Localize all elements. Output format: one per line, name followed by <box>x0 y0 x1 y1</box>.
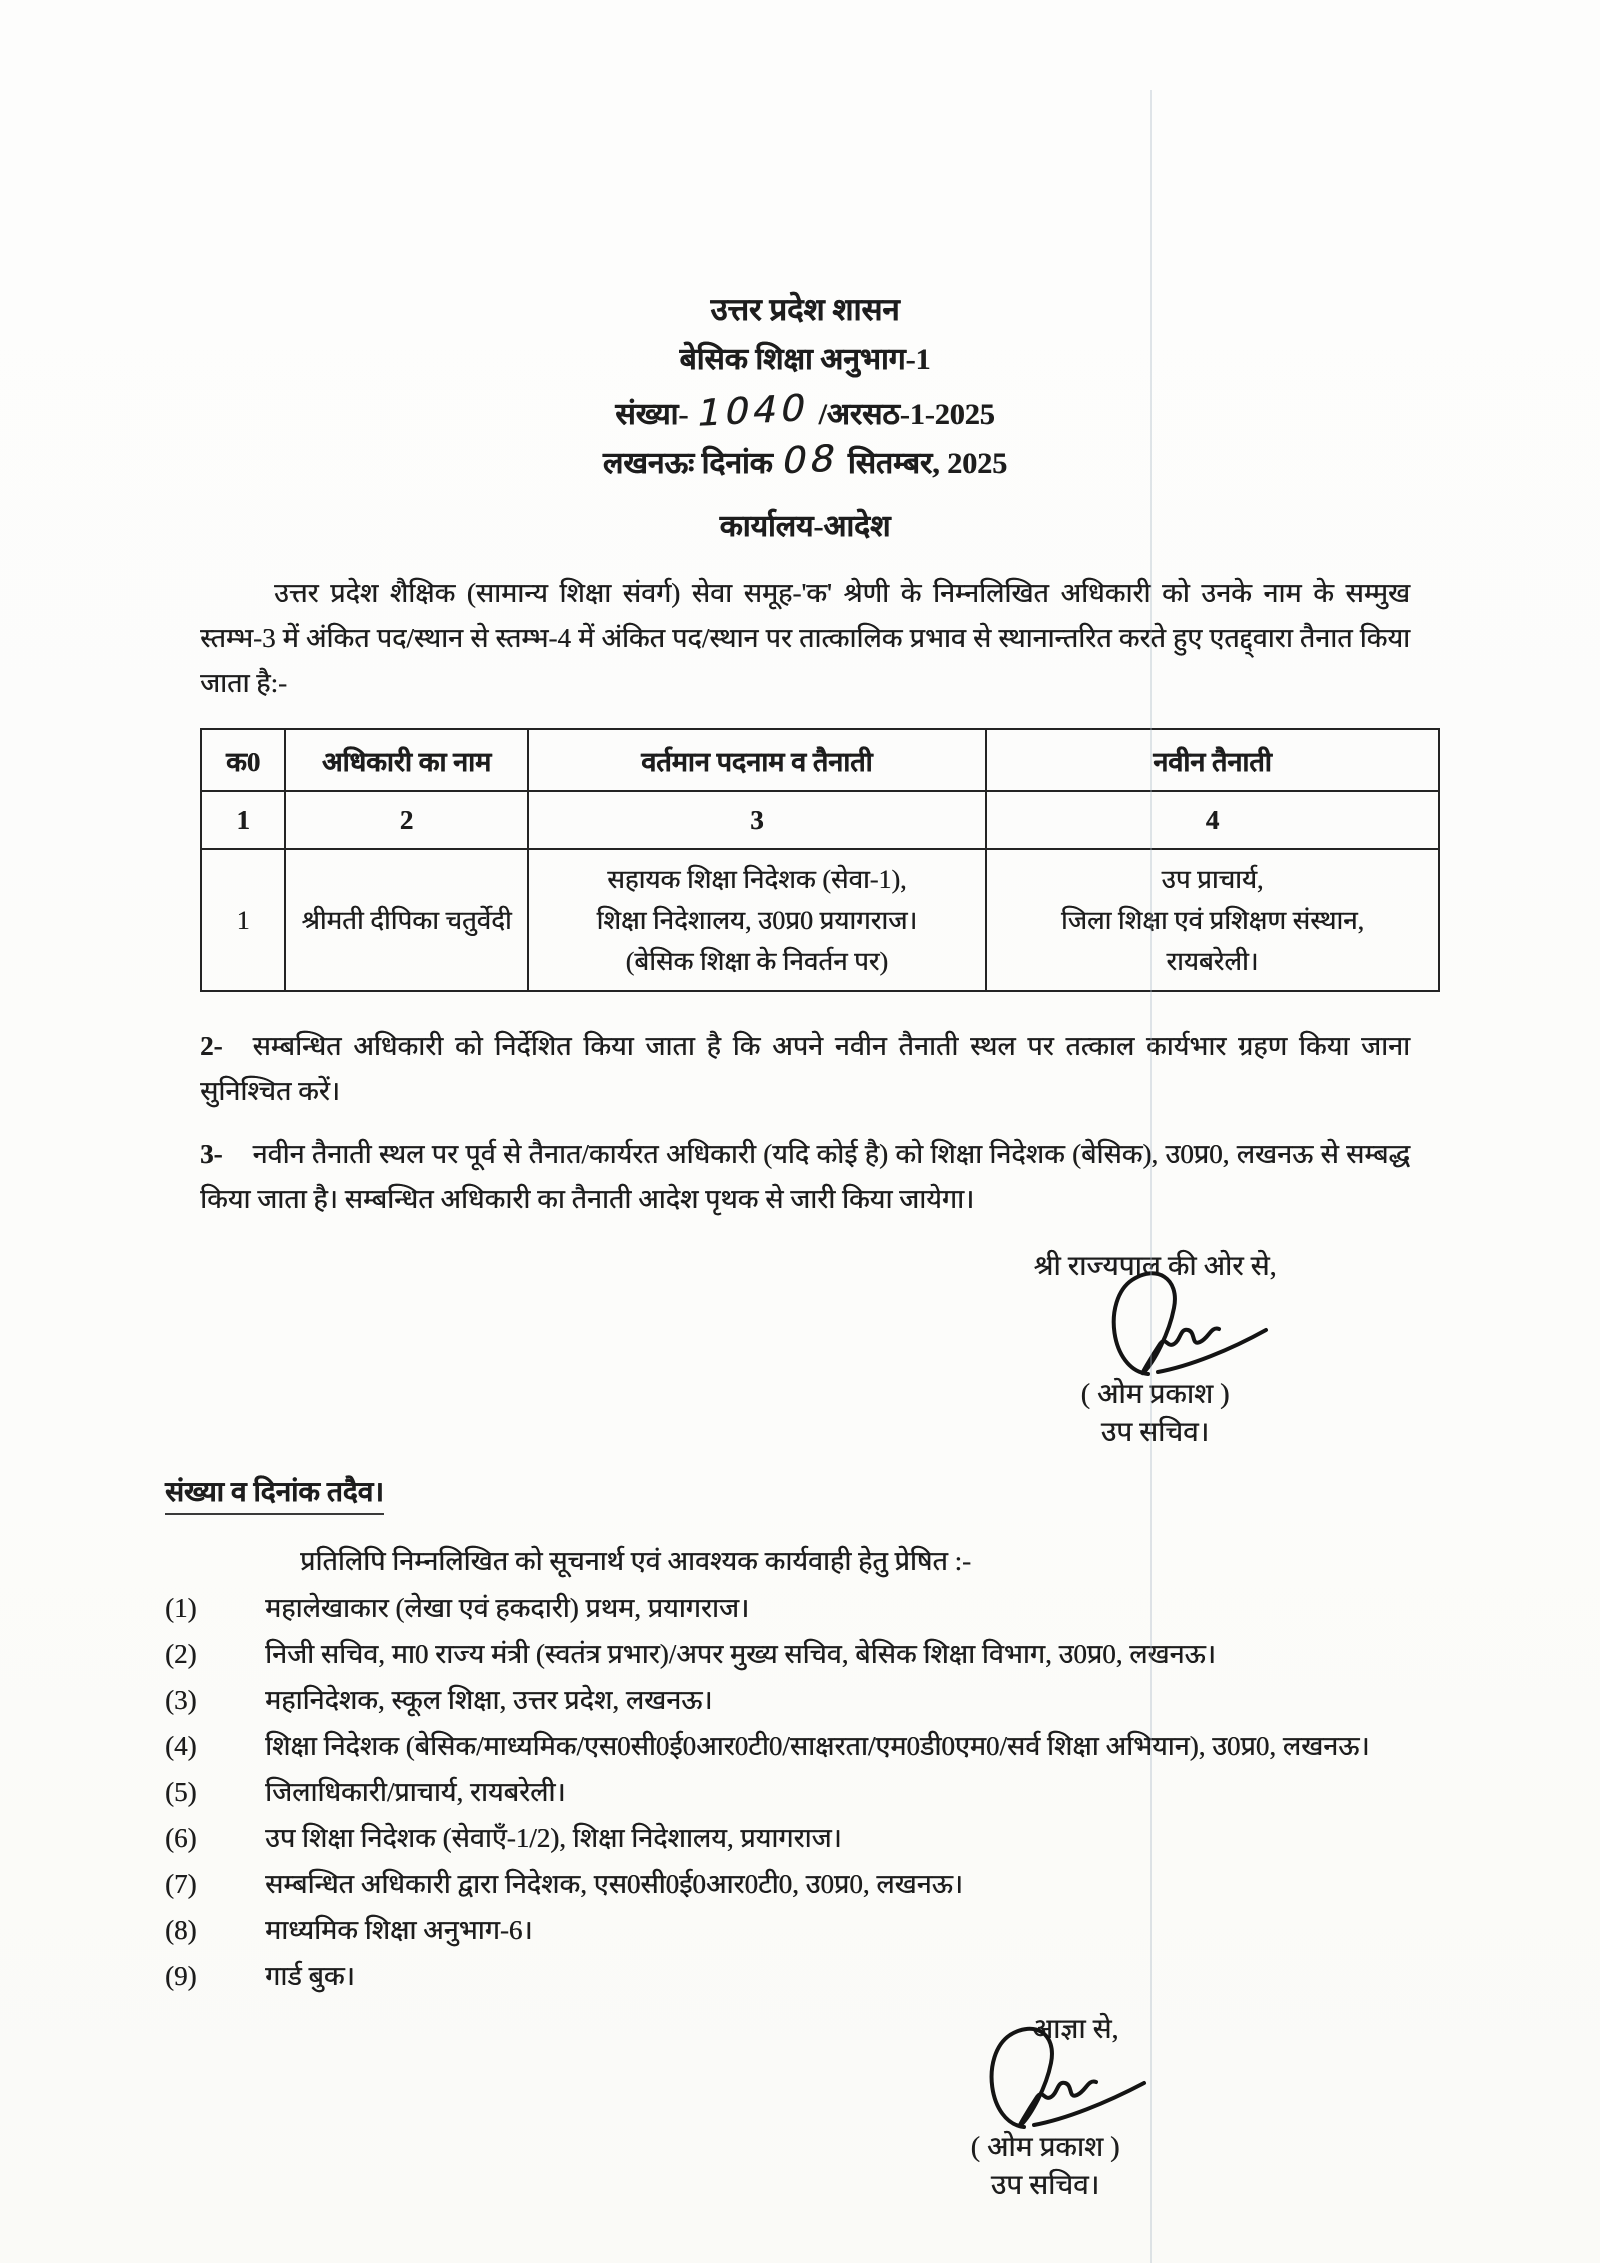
list-item-text: माध्यमिक शिक्षा अनुभाग-6। <box>265 1915 533 1945</box>
list-item-text: सम्बन्धित अधिकारी द्वारा निदेशक, एस0सी0ई0आर0टी0, उ0प्र0, लखनऊ। <box>265 1869 964 1899</box>
list-item-text: महानिदेशक, स्कूल शिक्षा, उत्तर प्रदेश, लखनऊ। <box>265 1685 713 1715</box>
list-item-number: (6) <box>165 1823 197 1853</box>
list-item-text: निजी सचिव, मा0 राज्य मंत्री (स्वतंत्र प्रभार)/अपर मुख्य सचिव, बेसिक शिक्षा विभाग, उ0प्र0, लखनऊ। <box>265 1639 1216 1669</box>
col-header-sno: क0 <box>201 729 285 791</box>
place-date-suffix: सितम्बर, 2025 <box>847 447 1008 480</box>
list-item-number: (4) <box>165 1731 197 1761</box>
scan-artifact-line <box>1150 90 1152 2263</box>
number-date-ditto: संख्या व दिनांक तदैव। <box>165 1472 384 1515</box>
new-posting-line: उप प्राचार्य, <box>1161 864 1264 894</box>
table-column-number-row <box>201 791 1439 849</box>
col-header-current-posting: वर्तमान पदनाम व तैनाती <box>528 729 986 791</box>
cell-officer-name: श्रीमती दीपिका चतुर्वेदी <box>285 849 528 991</box>
col-number-3: 3 <box>528 791 986 849</box>
col-header-new-posting: नवीन तैनाती <box>986 729 1439 791</box>
signature-block-bottom <box>830 2011 1260 2205</box>
cc-list <box>165 1588 1410 1997</box>
clause-2-text: सम्बन्धित अधिकारी को निर्देशित किया जाता है कि अपने नवीन तैनाती स्थल पर तत्काल कार्यभार ग्रहण किया जाना सुनिश्चित करें। <box>200 1031 1410 1106</box>
signatory-name: ( ओम प्रकाश ) <box>970 2132 1120 2163</box>
department-section: बेसिक शिक्षा अनुभाग-1 <box>679 343 931 376</box>
transfer-table <box>200 728 1440 992</box>
signatory-designation: उप सचिव। <box>1100 1417 1210 1448</box>
cell-current-posting <box>528 849 986 991</box>
col-number-1: 1 <box>201 791 285 849</box>
current-posting-line: शिक्षा निदेशालय, उ0प्र0 प्रयागराज। <box>596 905 918 935</box>
list-item <box>165 1588 1410 1629</box>
list-item-number: (8) <box>165 1915 197 1945</box>
table-row <box>201 849 1439 991</box>
clause-3-text: नवीन तैनाती स्थल पर पूर्व से तैनात/कार्यरत अधिकारी (यदि कोई है) को शिक्षा निदेशक (बेसिक), उ0प्र0, लखनऊ से सम्बद्ध किया जाता है। सम्बन्धित अधिकारी का तैनाती आदेश पृथक से जारी किया जायेगा। <box>200 1139 1410 1214</box>
place-date-prefix: लखनऊः दिनांक <box>602 447 773 480</box>
list-item-text: जिलाधिकारी/प्राचार्य, रायबरेली। <box>265 1777 566 1807</box>
col-number-2: 2 <box>285 791 528 849</box>
clause-2 <box>200 1024 1410 1114</box>
order-title: कार्यालय-आदेश <box>719 510 891 543</box>
signature-block-top <box>940 1248 1370 1452</box>
list-item-number: (5) <box>165 1777 197 1807</box>
list-item-number: (1) <box>165 1593 197 1623</box>
ref-line-wrap <box>165 1452 1410 1515</box>
handwritten-date: 08 <box>778 436 843 483</box>
list-item-text: शिक्षा निदेशक (बेसिक/माध्यमिक/एस0सी0ई0आर0टी0/साक्षरता/एम0डी0एम0/सर्व शिक्षा अभियान), उ0प्र0, लखनऊ। <box>265 1731 1370 1761</box>
list-item-number: (2) <box>165 1639 197 1669</box>
on-behalf-of-governor: श्री राज्यपाल की ओर से, <box>1033 1251 1277 1282</box>
signatory-name: ( ओम प्रकाश ) <box>1080 1379 1230 1410</box>
new-posting-line: जिला शिक्षा एवं प्रशिक्षण संस्थान, <box>1060 905 1364 935</box>
list-item <box>165 1910 1410 1951</box>
list-item-text: उप शिक्षा निदेशक (सेवाएँ-1/2), शिक्षा निदेशालय, प्रयागराज। <box>265 1823 842 1853</box>
list-item-number: (7) <box>165 1869 197 1899</box>
list-item <box>165 1634 1410 1675</box>
order-number-suffix: /अरसठ-1-2025 <box>818 398 995 431</box>
clause-3-number: 3- <box>200 1139 223 1169</box>
list-item-text: महालेखाकार (लेखा एवं हकदारी) प्रथम, प्रयागराज। <box>265 1593 750 1623</box>
letterhead <box>220 292 1390 545</box>
list-item-number: (3) <box>165 1685 197 1715</box>
col-header-officer-name: अधिकारी का नाम <box>285 729 528 791</box>
current-posting-line: सहायक शिक्षा निदेशक (सेवा-1), <box>607 864 907 894</box>
col-number-4: 4 <box>986 791 1439 849</box>
table-header-row <box>201 729 1439 791</box>
government-name: उत्तर प्रदेश शासन <box>710 292 900 327</box>
order-number-line <box>220 386 1390 435</box>
list-item-number: (9) <box>165 1961 197 1991</box>
list-item <box>165 1956 1410 1997</box>
order-number-prefix: संख्या- <box>615 398 689 431</box>
signatory-designation: उप सचिव। <box>990 2170 1100 2201</box>
list-item-text: गार्ड बुक। <box>265 1961 355 1991</box>
list-item <box>165 1864 1410 1905</box>
place-date-line <box>220 436 1390 483</box>
current-posting-line: (बेसिक शिक्षा के निवर्तन पर) <box>625 946 889 976</box>
clause-3 <box>200 1132 1410 1222</box>
intro-paragraph: उत्तर प्रदेश शैक्षिक (सामान्य शिक्षा संवर्ग) सेवा समूह-'क' श्रेणी के निम्नलिखित अधिकारी को उनके नाम के सम्मुख स्तम्भ-3 में अंकित पद/स्थान से स्तम्भ-4 में अंकित पद/स्थान पर तात्कालिक प्रभाव से स्थानान्तरित करते हुए एतद्द्वारा तैनात किया जाता है:- <box>200 578 1410 698</box>
list-item <box>165 1680 1410 1721</box>
cell-new-posting <box>986 849 1439 991</box>
by-order-text: आज्ञा से, <box>1031 2014 1119 2045</box>
handwritten-order-number: 1040 <box>693 386 814 435</box>
new-posting-line: रायबरेली। <box>1166 946 1259 976</box>
list-item <box>165 1726 1410 1767</box>
list-item <box>165 1772 1410 1813</box>
cell-sno: 1 <box>201 849 285 991</box>
copy-intro: प्रतिलिपि निम्नलिखित को सूचनार्थ एवं आवश्यक कार्यवाही हेतु प्रेषित :- <box>300 1546 972 1576</box>
list-item <box>165 1818 1410 1859</box>
clause-2-number: 2- <box>200 1031 223 1061</box>
